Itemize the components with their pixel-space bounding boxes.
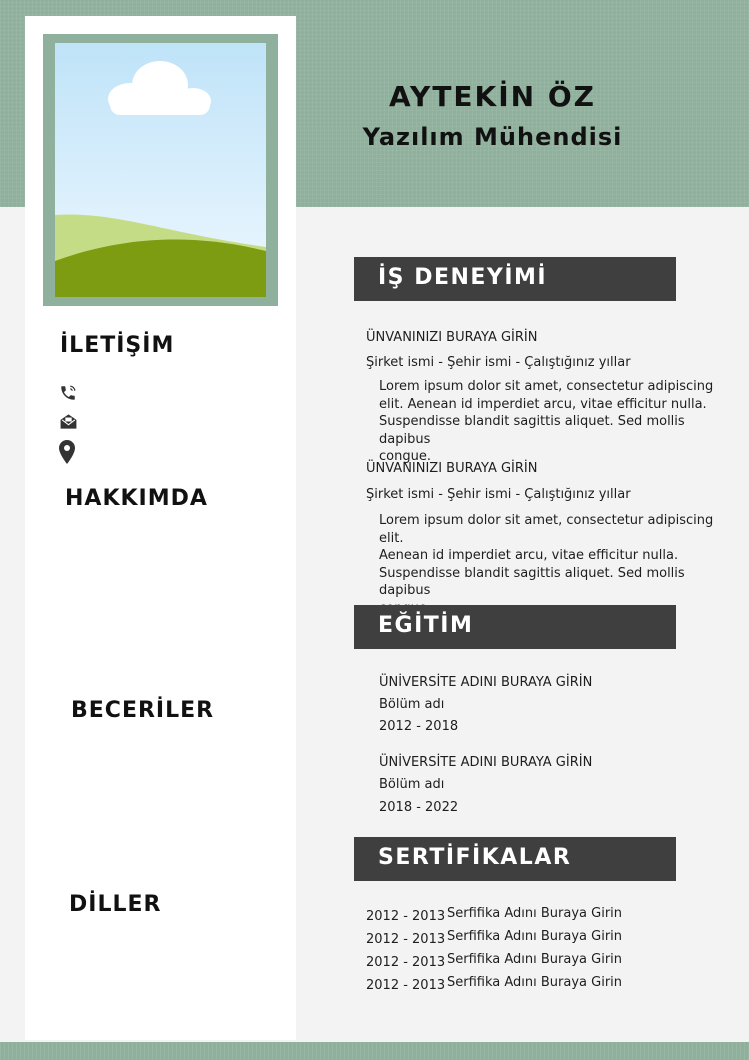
experience-heading: İŞ DENEYİMİ — [378, 265, 548, 290]
experience-description — [379, 378, 731, 466]
experience-company: Şirket ismi - Şehir ismi - Çalıştığınız yıllar — [366, 487, 631, 502]
full-name: AYTEKİN ÖZ — [389, 80, 596, 113]
description-line: congue. — [379, 449, 431, 464]
experience-position: ÜNVANINIZI BURAYA GİRİN — [366, 461, 538, 476]
description-line: Suspendisse blandit sagittis aliquet. Sed mollis dapibus — [379, 565, 685, 598]
education-department: Bölüm adı — [379, 777, 445, 792]
education-heading: EĞİTİM — [378, 613, 474, 638]
email-icon — [59, 413, 78, 430]
certificate-name: Serfifika Adını Buraya Girin — [447, 952, 623, 967]
skills-heading: BECERİLER — [71, 698, 215, 723]
footer-band — [0, 1042, 749, 1060]
job-title: Yazılım Mühendisi — [362, 123, 623, 151]
education-school: ÜNİVERSİTE ADINI BURAYA GİRİN — [379, 675, 593, 690]
about-heading: HAKKIMDA — [65, 486, 208, 511]
profile-photo-frame — [43, 34, 278, 306]
location-pin-icon — [59, 440, 75, 464]
education-years: 2018 - 2022 — [379, 800, 459, 815]
languages-heading: DİLLER — [69, 892, 162, 917]
contact-heading: İLETİŞİM — [60, 333, 175, 358]
certificate-years: 2012 - 2013 — [366, 978, 446, 993]
education-department: Bölüm adı — [379, 697, 445, 712]
education-years: 2012 - 2018 — [379, 719, 459, 734]
description-line: elit. Aenean id imperdiet arcu, vitae efficitur nulla. — [379, 396, 707, 412]
description-line: Lorem ipsum dolor sit amet, consectetur adipiscing elit. — [379, 513, 714, 546]
certificate-name: Serfifika Adını Buraya Girin — [447, 975, 623, 990]
experience-company: Şirket ismi - Şehir ismi - Çalıştığınız yıllar — [366, 355, 631, 370]
description-line: Aenean id imperdiet arcu, vitae efficitur nulla. — [379, 548, 679, 563]
description-line: Suspendisse blandit sagittis aliquet. Sed mollis dapibus — [379, 414, 685, 447]
description-line: Lorem ipsum dolor sit amet, consectetur adipiscing — [379, 379, 714, 394]
education-section-header — [354, 605, 676, 649]
phone-icon — [59, 384, 77, 402]
certificate-name: Serfifika Adını Buraya Girin — [447, 929, 623, 944]
certificate-name: Serfifika Adını Buraya Girin — [447, 906, 623, 921]
profile-photo-placeholder — [55, 43, 266, 297]
certificates-section-header — [354, 837, 676, 881]
experience-position: ÜNVANINIZI BURAYA GİRİN — [366, 330, 538, 345]
certificate-years: 2012 - 2013 — [366, 955, 446, 970]
experience-section-header — [354, 257, 676, 301]
experience-description — [379, 512, 739, 617]
certificate-years: 2012 - 2013 — [366, 932, 446, 947]
certificates-heading: SERTİFİKALAR — [378, 845, 572, 870]
education-school: ÜNİVERSİTE ADINI BURAYA GİRİN — [379, 755, 593, 770]
certificate-years: 2012 - 2013 — [366, 909, 446, 924]
